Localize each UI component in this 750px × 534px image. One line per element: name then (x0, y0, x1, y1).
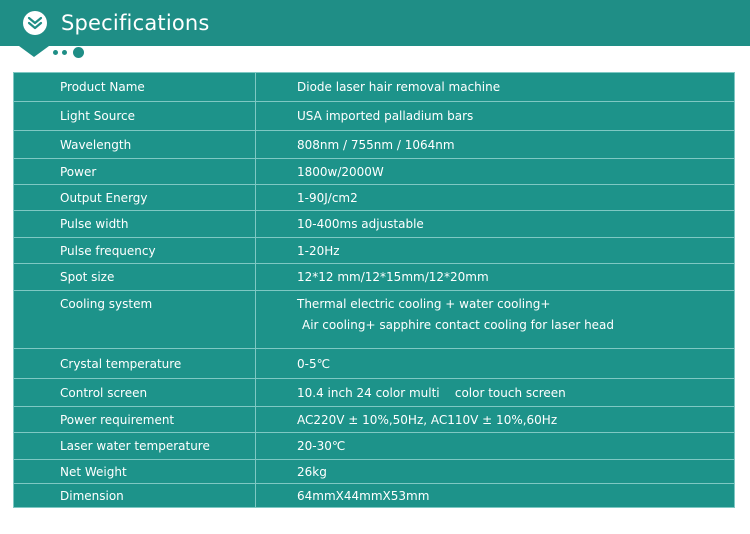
dot-small (62, 50, 67, 55)
decorative-dots (52, 46, 92, 58)
row-label: Laser water temperature (14, 433, 256, 459)
dot-large (73, 47, 84, 58)
row-value: 1-90J/cm2 (297, 190, 358, 205)
row-value (256, 291, 734, 348)
row-value: 64mmX44mmX53mm (297, 488, 430, 503)
table-row-crystal-temperature (14, 349, 734, 379)
table-row-power-requirement (14, 407, 734, 433)
table-row-product-name (14, 73, 734, 102)
row-label: Pulse frequency (14, 238, 256, 263)
table-row-cooling-system (14, 291, 734, 349)
row-label: Crystal temperature (14, 349, 256, 378)
row-value: AC220V ± 10%,50Hz, AC110V ± 10%,60Hz (297, 412, 558, 427)
row-label: Net Weight (14, 460, 256, 483)
table-row-output-energy (14, 185, 734, 211)
header-notch (19, 46, 49, 57)
row-value: 12*12 mm/12*15mm/12*20mm (297, 270, 489, 284)
table-row-power (14, 159, 734, 185)
table-row-wavelength (14, 131, 734, 159)
row-value-line: Air cooling+ sapphire contact cooling for laser head (302, 318, 615, 332)
table-row-pulse-width (14, 211, 734, 238)
row-value: USA imported palladium bars (297, 109, 474, 123)
dot-small (53, 50, 58, 55)
section-header (0, 0, 750, 46)
specifications-table (13, 72, 735, 508)
row-label: Control screen (14, 379, 256, 406)
table-row-net-weight (14, 460, 734, 484)
table-row-pulse-frequency (14, 238, 734, 264)
chevron-badge (23, 11, 47, 35)
table-row-spot-size (14, 264, 734, 291)
row-value-line: Thermal electric cooling + water cooling+ (297, 297, 551, 311)
row-value: 10-400ms adjustable (297, 217, 424, 231)
row-label: Pulse width (14, 211, 256, 237)
table-row-laser-water-temperature (14, 433, 734, 460)
section-title: Specifications (61, 11, 210, 35)
row-label: Light Source (14, 102, 256, 130)
row-label: Product Name (14, 73, 256, 101)
chevron-down-icon (23, 11, 47, 35)
row-value: Diode laser hair removal machine (297, 80, 501, 94)
row-value: 0-5℃ (297, 356, 331, 371)
row-value: 1-20Hz (297, 243, 340, 258)
row-value: 1800w/2000W (297, 164, 384, 179)
row-label: Power (14, 159, 256, 184)
row-label: Power requirement (14, 407, 256, 432)
row-label: Spot size (14, 264, 256, 290)
table-row-light-source (14, 102, 734, 131)
row-value: 20-30℃ (297, 439, 346, 453)
row-label: Output Energy (14, 185, 256, 210)
row-value: 808nm / 755nm / 1064nm (297, 137, 455, 152)
table-row-control-screen (14, 379, 734, 407)
table-row-dimension (14, 484, 734, 507)
row-value: 10.4 inch 24 color multi color touch screen (297, 385, 566, 400)
row-label: Dimension (14, 484, 256, 507)
row-label: Wavelength (14, 131, 256, 158)
row-label: Cooling system (14, 291, 256, 348)
row-value: 26kg (297, 464, 327, 479)
